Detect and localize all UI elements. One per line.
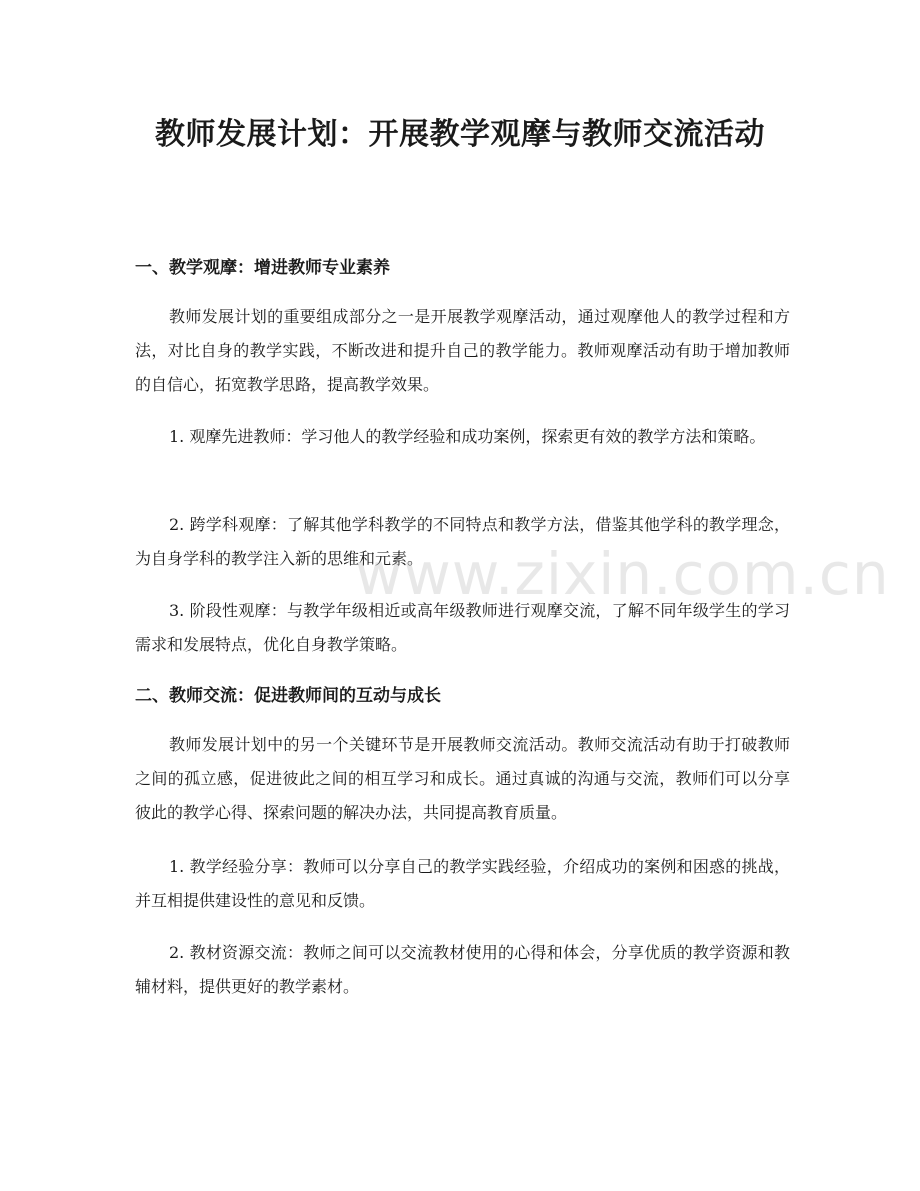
section-1-item-1: 1. 观摩先进教师：学习他人的教学经验和成功案例，探索更有效的教学方法和策略。 — [169, 427, 766, 446]
section-2-item-2: 2. 教材资源交流：教师之间可以交流教材使用的心得和体会，分享优质的教学资源和教辅材料，提供更好的教学素材。 — [135, 943, 790, 996]
watermark: www.zixin.com.cn — [355, 540, 890, 608]
section-2-intro: 教师发展计划中的另一个关键环节是开展教师交流活动。教师交流活动有助于打破教师之间的孤立感，促进彼此之间的相互学习和成长。通过真诚的沟通与交流，教师们可以分享彼此的教学心得、探索问题的解决办法，共同提高教育质量。 — [135, 735, 790, 822]
section-heading-1: 一、教学观摩：增进教师专业素养 — [135, 258, 390, 278]
section-1-intro: 教师发展计划的重要组成部分之一是开展教学观摩活动，通过观摩他人的教学过程和方法，对比自身的教学实践，不断改进和提升自己的教学能力。教师观摩活动有助于增加教师的自信心，拓宽教学思路，提高教学效果。 — [135, 307, 790, 394]
section-heading-2: 二、教师交流：促进教师间的互动与成长 — [135, 686, 441, 706]
document-title: 教师发展计划：开展教学观摩与教师交流活动 — [155, 117, 765, 152]
section-2-item-1: 1. 教学经验分享：教师可以分享自己的教学实践经验，介绍成功的案例和困惑的挑战，并互相提供建设性的意见和反馈。 — [135, 857, 790, 910]
section-1-item-2: 2. 跨学科观摩：了解其他学科教学的不同特点和教学方法，借鉴其他学科的教学理念，为自身学科的教学注入新的思维和元素。 — [135, 515, 790, 568]
section-1-item-3: 3. 阶段性观摩：与教学年级相近或高年级教师进行观摩交流，了解不同年级学生的学习需求和发展特点，优化自身教学策略。 — [135, 601, 790, 654]
